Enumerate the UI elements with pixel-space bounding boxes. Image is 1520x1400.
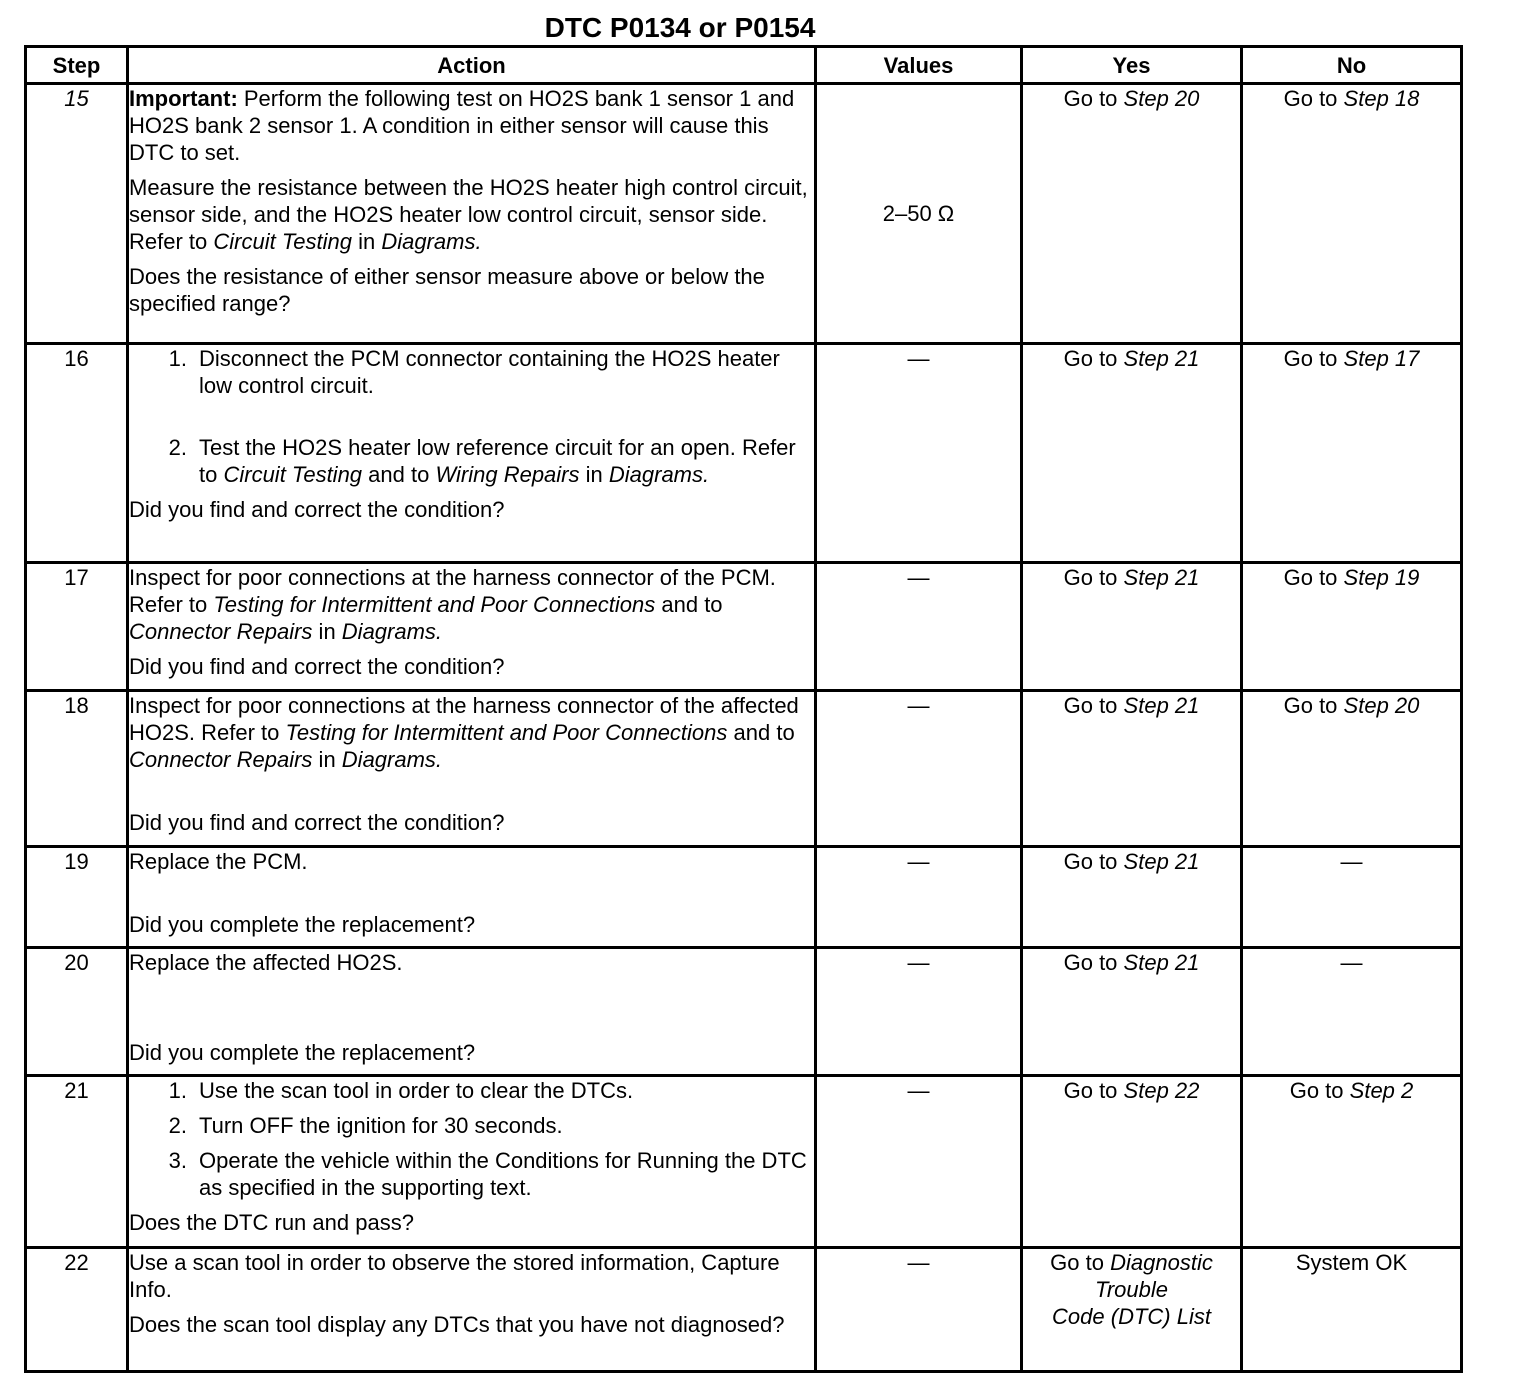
text-run: in xyxy=(312,747,342,772)
yes-line-1 xyxy=(1023,1249,1240,1276)
ref-diagrams: Diagrams. xyxy=(608,462,710,487)
measure-ref: Circuit Testing xyxy=(213,229,352,254)
action-text: Use a scan tool in order to observe the stored information, Capture Info. xyxy=(129,1250,780,1302)
measure-ref-diagrams: Diagrams. xyxy=(381,229,482,254)
list-number: 2. xyxy=(168,435,187,460)
action-cell xyxy=(128,1248,816,1372)
go-to-label: Go to xyxy=(1050,1250,1104,1275)
ref-connector-repairs: Connector Repairs xyxy=(129,747,313,772)
action-text: Replace the affected HO2S. xyxy=(129,950,403,975)
header-no: No xyxy=(1242,47,1462,84)
list-number: 1. xyxy=(168,346,187,371)
text-run: Inspect for poor connections at the harness connector of the PCM. Refer to xyxy=(129,565,776,617)
table-row xyxy=(26,1076,1462,1248)
no-cell: — xyxy=(1242,948,1462,1076)
action-cell xyxy=(128,691,816,847)
table-row xyxy=(26,1248,1462,1372)
step-number: 17 xyxy=(26,563,128,691)
go-to-label: Go to xyxy=(1063,693,1118,718)
step-question: Does the scan tool display any DTCs that you have not diagnosed? xyxy=(129,1312,785,1337)
table-row xyxy=(26,847,1462,948)
step-question: Did you find and correct the condition? xyxy=(129,497,505,522)
text-run: in xyxy=(312,619,342,644)
list-number: 2. xyxy=(168,1113,187,1138)
step-question: Did you complete the replacement? xyxy=(129,912,476,937)
no-cell xyxy=(1242,563,1462,691)
header-step: Step xyxy=(26,47,128,84)
document-title: DTC P0134 or P0154 xyxy=(544,12,816,43)
yes-cell xyxy=(1022,948,1242,1076)
header-row xyxy=(26,47,1462,84)
no-step: Step 2 xyxy=(1349,1078,1414,1103)
value-cell: — xyxy=(816,563,1022,691)
yes-line-3: Code (DTC) List xyxy=(1052,1304,1211,1329)
no-cell: System OK xyxy=(1242,1248,1462,1372)
yes-line-2: Trouble xyxy=(1095,1277,1168,1302)
table-row xyxy=(26,344,1462,563)
action-cell xyxy=(128,948,816,1076)
list-text: Disconnect the PCM connector containing the HO2S heater low control circuit. xyxy=(199,346,780,398)
go-to-label: Go to xyxy=(1063,346,1118,371)
important-note xyxy=(129,85,814,166)
step-number: 20 xyxy=(26,948,128,1076)
ref-wiring-repairs: Wiring Repairs xyxy=(435,462,580,487)
yes-step: Step 21 xyxy=(1123,693,1200,718)
header-values: Values xyxy=(816,47,1022,84)
measure-instruction xyxy=(129,174,814,255)
important-text: Perform the following test on HO2S bank 1 sensor 1 and HO2S bank 2 sensor 1. A condition in either sensor will cause this DTC to set. xyxy=(129,86,795,165)
step-question: Did you find and correct the condition? xyxy=(129,654,505,679)
action-cell xyxy=(128,1076,816,1248)
yes-cell xyxy=(1022,847,1242,948)
list-text: Turn OFF the ignition for 30 seconds. xyxy=(199,1113,563,1138)
step-question: Does the DTC run and pass? xyxy=(129,1210,414,1235)
action-cell xyxy=(128,84,816,344)
yes-step: Step 21 xyxy=(1123,950,1200,975)
yes-cell xyxy=(1022,1076,1242,1248)
yes-cell xyxy=(1022,84,1242,344)
step-number: 18 xyxy=(26,691,128,847)
important-label: Important: xyxy=(129,86,238,111)
list-number: 1. xyxy=(168,1078,187,1103)
go-to-label: Go to xyxy=(1063,565,1118,590)
list-text xyxy=(199,434,814,488)
list-item xyxy=(129,1147,814,1201)
no-cell xyxy=(1242,344,1462,563)
action-cell xyxy=(128,563,816,691)
value-cell: — xyxy=(816,847,1022,948)
measure-text: Measure the resistance between the HO2S heater high control circuit, sensor side, and the HO2S heater low control circuit, sensor side. Refer to xyxy=(129,175,808,254)
go-to-label: Go to xyxy=(1283,693,1338,718)
ref-connector-repairs: Connector Repairs xyxy=(129,619,313,644)
text-run: Test the HO2S heater low reference circuit for an open. Refer to xyxy=(199,435,796,487)
header-yes: Yes xyxy=(1022,47,1242,84)
text-run: in xyxy=(579,462,609,487)
list-text: Use the scan tool in order to clear the DTCs. xyxy=(199,1078,634,1103)
no-step: Step 19 xyxy=(1343,565,1420,590)
step-question: Did you find and correct the condition? xyxy=(129,810,505,835)
no-cell: — xyxy=(1242,847,1462,948)
action-cell xyxy=(128,847,816,948)
value-cell: — xyxy=(816,691,1022,847)
list-item xyxy=(129,1112,814,1139)
go-to-label: Go to xyxy=(1289,1078,1344,1103)
list-number: 3. xyxy=(168,1148,187,1173)
yes-step: Step 21 xyxy=(1123,346,1200,371)
go-to-label: Go to xyxy=(1283,346,1338,371)
document-title-wrap xyxy=(120,8,1240,48)
go-to-label: Go to xyxy=(1063,86,1118,111)
table-row xyxy=(26,948,1462,1076)
step-question: Did you complete the replacement? xyxy=(129,1040,476,1065)
go-to-label: Go to xyxy=(1283,565,1338,590)
text-run: and to xyxy=(655,592,723,617)
go-to-label: Go to xyxy=(1063,849,1118,874)
no-cell xyxy=(1242,84,1462,344)
value-cell: — xyxy=(816,344,1022,563)
ref-diagrams: Diagrams. xyxy=(341,747,443,772)
ref-circuit-testing: Circuit Testing xyxy=(223,462,363,487)
text-run: Inspect for poor connections at the harness connector of the affected HO2S. Refer to xyxy=(129,693,799,745)
no-step: Step 17 xyxy=(1343,346,1420,371)
no-cell xyxy=(1242,1076,1462,1248)
yes-cell xyxy=(1022,563,1242,691)
step-number: 16 xyxy=(26,344,128,563)
yes-cell xyxy=(1022,1248,1242,1372)
header-action: Action xyxy=(128,47,816,84)
go-to-label: Go to xyxy=(1063,1078,1118,1103)
value-cell: — xyxy=(816,1248,1022,1372)
go-to-label: Go to xyxy=(1063,950,1118,975)
step-number: 19 xyxy=(26,847,128,948)
table-row xyxy=(26,563,1462,691)
table-row xyxy=(26,84,1462,344)
yes-step: Step 21 xyxy=(1123,565,1200,590)
value-cell: 2–50 Ω xyxy=(816,84,1022,344)
inspect-instruction xyxy=(129,564,814,645)
list-item xyxy=(129,434,814,488)
yes-step: Step 22 xyxy=(1123,1078,1200,1103)
inspect-instruction xyxy=(129,692,814,773)
yes-step: Step 21 xyxy=(1123,849,1200,874)
step-number: 15 xyxy=(26,84,128,344)
yes-cell xyxy=(1022,691,1242,847)
step-question: Does the resistance of either sensor measure above or below the specified range? xyxy=(129,264,765,316)
step-number: 22 xyxy=(26,1248,128,1372)
step-number: 21 xyxy=(26,1076,128,1248)
no-cell xyxy=(1242,691,1462,847)
yes-step: Step 20 xyxy=(1123,86,1200,111)
go-to-label: Go to xyxy=(1283,86,1338,111)
no-step: Step 18 xyxy=(1343,86,1420,111)
yes-cell xyxy=(1022,344,1242,563)
list-item xyxy=(129,1077,814,1104)
text-run: and to xyxy=(362,462,436,487)
ref-testing-intermittent: Testing for Intermittent and Poor Connections xyxy=(213,592,656,617)
value-cell: — xyxy=(816,948,1022,1076)
list-text: Operate the vehicle within the Conditions for Running the DTC as specified in the supporting text. xyxy=(199,1148,807,1200)
action-cell xyxy=(128,344,816,563)
value-cell: — xyxy=(816,1076,1022,1248)
list-item xyxy=(129,345,814,399)
yes-ref-part: Diagnostic xyxy=(1110,1250,1213,1275)
measure-text-b: in xyxy=(351,229,382,254)
text-run: and to xyxy=(727,720,795,745)
diagnostic-table xyxy=(24,45,1463,1373)
ref-testing-intermittent: Testing for Intermittent and Poor Connections xyxy=(285,720,728,745)
ref-diagrams: Diagrams. xyxy=(341,619,443,644)
no-step: Step 20 xyxy=(1343,693,1420,718)
table-row xyxy=(26,691,1462,847)
action-text: Replace the PCM. xyxy=(129,849,308,874)
